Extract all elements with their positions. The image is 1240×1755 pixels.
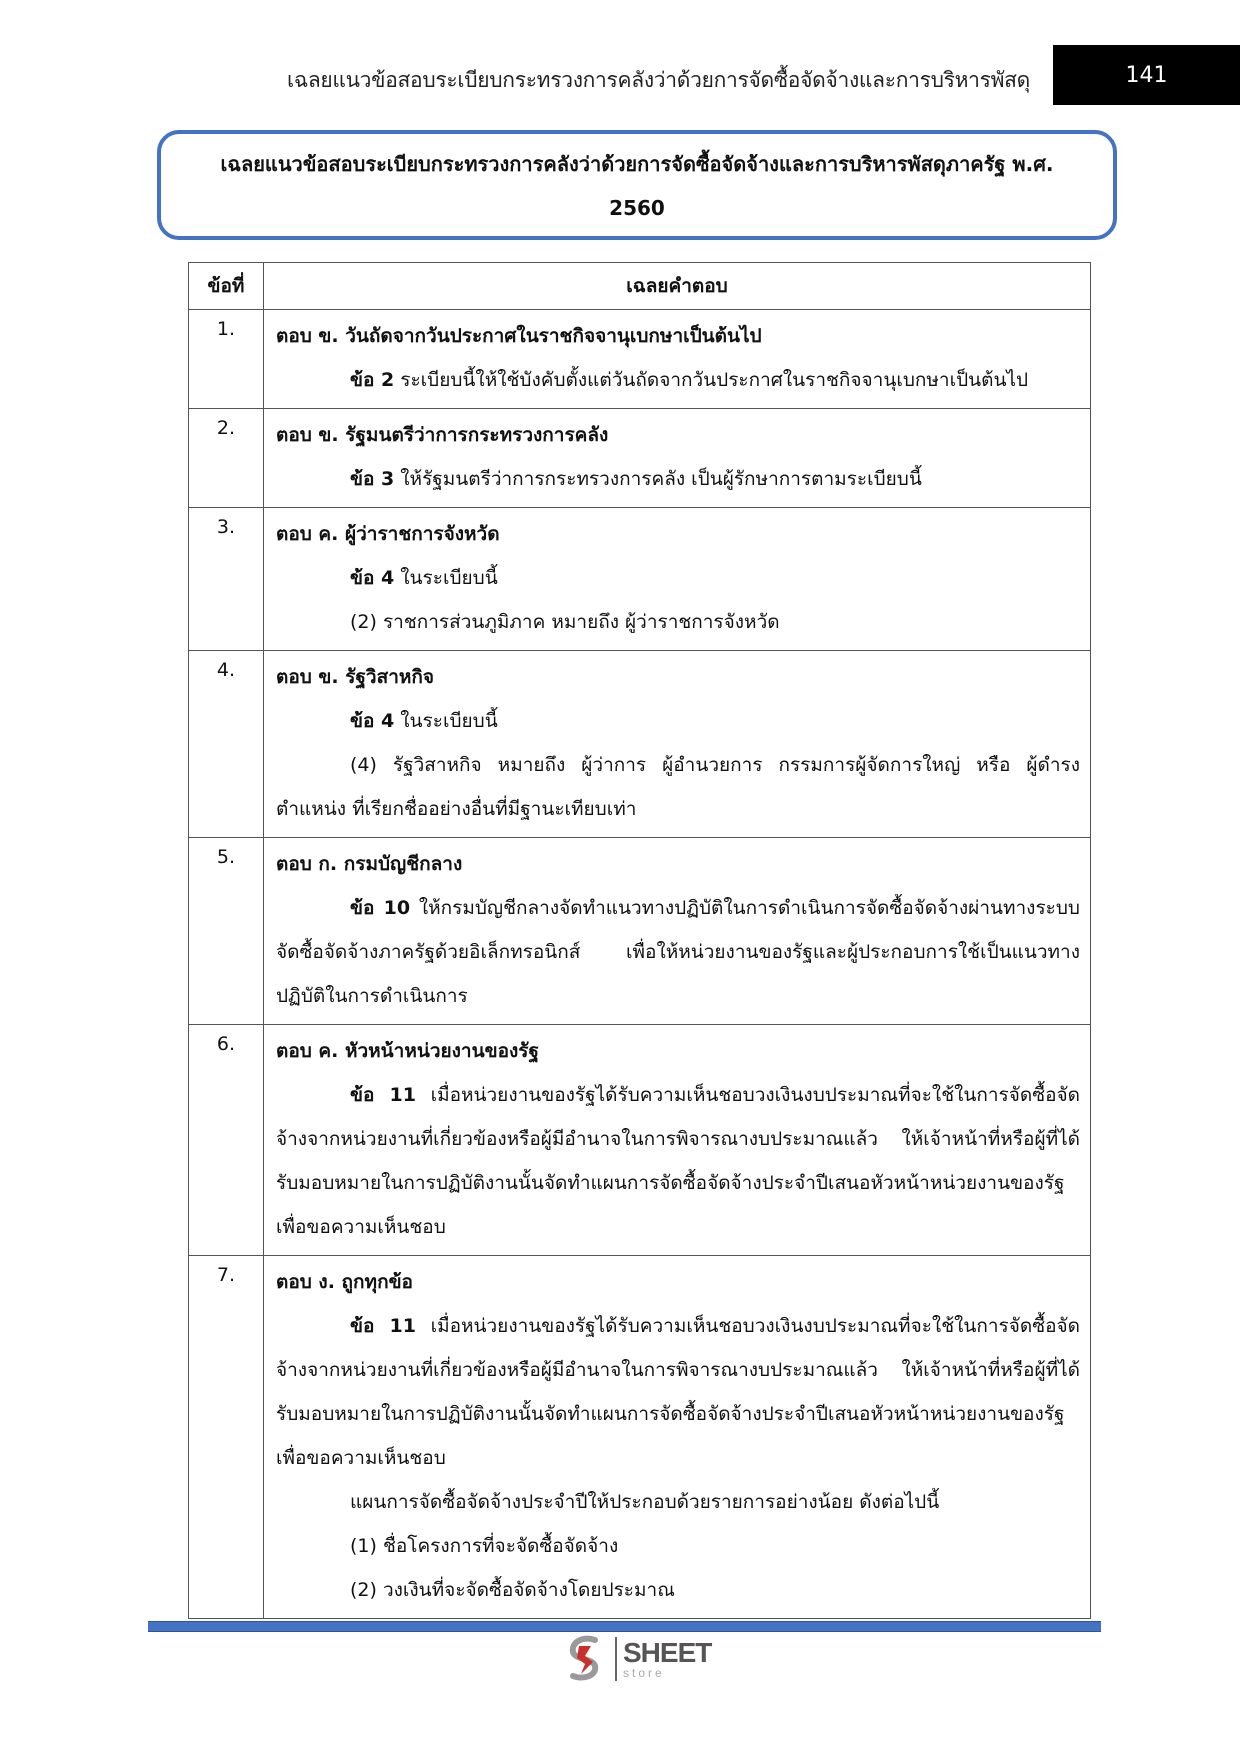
table-row bbox=[189, 508, 1091, 651]
row-number: 5. bbox=[189, 838, 264, 1025]
clause-label: ข้อ 11 bbox=[350, 1315, 416, 1337]
clause-paragraph bbox=[276, 1073, 1080, 1249]
logo-divider bbox=[615, 1637, 617, 1681]
row-answer-cell bbox=[264, 310, 1091, 409]
table-row bbox=[189, 838, 1091, 1025]
table-row bbox=[189, 651, 1091, 838]
row-answer-cell bbox=[264, 1025, 1091, 1256]
row-answer-cell bbox=[264, 651, 1091, 838]
clause-paragraph bbox=[276, 1304, 1080, 1480]
answer-table bbox=[188, 262, 1091, 1619]
table-row bbox=[189, 310, 1091, 409]
column-header-no: ข้อที่ bbox=[189, 263, 264, 310]
answer-line: ตอบ ง. ถูกทุกข้อ bbox=[276, 1271, 413, 1293]
plan-intro: แผนการจัดซื้อจัดจ้างประจำปีให้ประกอบด้วยรายการอย่างน้อย ดังต่อไปนี้ bbox=[350, 1491, 940, 1513]
table-row bbox=[189, 1256, 1091, 1619]
clause-text: เมื่อหน่วยงานของรัฐได้รับความเห็นชอบวงเงินงบประมาณที่จะใช้ในการจัดซื้อจัดจ้างจากหน่วยงานที่เกี่ยวข้องหรือผู้มีอำนาจในการพิจารณางบประมาณแล้ว ให้เจ้าหน้าที่หรือผู้ที่ได้รับมอบหมายในการปฏิบัติงานนั้นจัดทำแผนการจัดซื้อจัดจ้างประจำปีเสนอหัวหน้าหน่วยงานของรัฐเพื่อขอความเห็นชอบ bbox=[276, 1084, 1080, 1238]
row-answer-cell bbox=[264, 838, 1091, 1025]
row-number: 3. bbox=[189, 508, 264, 651]
clause-text: เมื่อหน่วยงานของรัฐได้รับความเห็นชอบวงเงินงบประมาณที่จะใช้ในการจัดซื้อจัดจ้างจากหน่วยงานที่เกี่ยวข้องหรือผู้มีอำนาจในการพิจารณางบประมาณแล้ว ให้เจ้าหน้าที่หรือผู้ที่ได้รับมอบหมายในการปฏิบัติงานนั้นจัดทำแผนการจัดซื้อจัดจ้างประจำปีเสนอหัวหน้าหน่วยงานของรัฐเพื่อขอความเห็นชอบ bbox=[276, 1315, 1080, 1469]
row-number: 7. bbox=[189, 1256, 264, 1619]
clause-text: ในระเบียบนี้ bbox=[394, 710, 498, 732]
sheet-store-logo bbox=[565, 1634, 711, 1684]
table-row bbox=[189, 1025, 1091, 1256]
table-row bbox=[189, 409, 1091, 508]
answer-line: ตอบ ข. วันถัดจากวันประกาศในราชกิจจานุเบกษาเป็นต้นไป bbox=[276, 325, 762, 347]
row-number: 6. bbox=[189, 1025, 264, 1256]
clause-paragraph bbox=[276, 457, 1080, 501]
title-line-2: 2560 bbox=[609, 196, 665, 220]
logo-brand-main: SHEET bbox=[623, 1637, 712, 1668]
row-number: 1. bbox=[189, 310, 264, 409]
answer-line: ตอบ ก. กรมบัญชีกลาง bbox=[276, 853, 463, 875]
clause-label: ข้อ 4 bbox=[350, 567, 395, 589]
clause-label: ข้อ 3 bbox=[350, 468, 395, 490]
row-answer-cell bbox=[264, 1256, 1091, 1619]
row-number: 4. bbox=[189, 651, 264, 838]
clause-label: ข้อ 4 bbox=[350, 710, 395, 732]
title-line-1: เฉลยแนวข้อสอบระเบียบกระทรวงการคลังว่าด้วยการจัดซื้อจัดจ้างและการบริหารพัสดุภาครัฐ พ.ศ. bbox=[220, 152, 1054, 176]
logo-brand-sub: store bbox=[623, 1666, 665, 1680]
clause-text: ระเบียบนี้ให้ใช้บังคับตั้งแต่วันถัดจากวันประกาศในราชกิจจานุเบกษาเป็นต้นไป bbox=[394, 369, 1029, 391]
answer-line: ตอบ ค. ผู้ว่าราชการจังหวัด bbox=[276, 523, 500, 545]
clause-detail: (4) รัฐวิสาหกิจ หมายถึง ผู้ว่าการ ผู้อำนวยการ กรรมการผู้จัดการใหญ่ หรือ ผู้ดำรงตำแหน่ง ที่เรียกชื่ออย่างอื่นที่มีฐานะเทียบเท่า bbox=[276, 754, 1080, 820]
plan-item-1: (1) ชื่อโครงการที่จะจัดซื้อจัดจ้าง bbox=[350, 1535, 619, 1557]
row-answer-cell bbox=[264, 508, 1091, 651]
answer-line: ตอบ ข. รัฐมนตรีว่าการกระทรวงการคลัง bbox=[276, 424, 609, 446]
running-header: เฉลยแนวข้อสอบระเบียบกระทรวงการคลังว่าด้วยการจัดซื้อจัดจ้างและการบริหารพัสดุ bbox=[286, 68, 1030, 92]
page-number: 141 bbox=[1053, 45, 1240, 105]
table-header-row bbox=[189, 263, 1091, 310]
title-box bbox=[157, 130, 1117, 240]
clause-paragraph bbox=[276, 886, 1080, 1018]
clause-paragraph bbox=[276, 699, 1080, 743]
clause-paragraph bbox=[276, 556, 1080, 600]
sheet-store-logo-icon bbox=[565, 1634, 609, 1684]
clause-text: ให้กรมบัญชีกลางจัดทำแนวทางปฏิบัติในการดำเนินการจัดซื้อจัดจ้างผ่านทางระบบจัดซื้อจัดจ้างภาครัฐด้วยอิเล็กทรอนิกส์ เพื่อให้หน่วยงานของรัฐและผู้ประกอบการใช้เป็นแนวทางปฏิบัติในการดำเนินการ bbox=[276, 897, 1080, 1007]
answer-line: ตอบ ข. รัฐวิสาหกิจ bbox=[276, 666, 435, 688]
row-answer-cell bbox=[264, 409, 1091, 508]
row-number: 2. bbox=[189, 409, 264, 508]
clause-label: ข้อ 11 bbox=[350, 1084, 416, 1106]
plan-item-2: (2) วงเงินที่จะจัดซื้อจัดจ้างโดยประมาณ bbox=[350, 1579, 675, 1601]
footer-divider-bar bbox=[148, 1621, 1101, 1632]
answer-line: ตอบ ค. หัวหน้าหน่วยงานของรัฐ bbox=[276, 1040, 539, 1062]
logo-text bbox=[623, 1639, 711, 1679]
clause-label: ข้อ 2 bbox=[350, 369, 395, 391]
clause-paragraph bbox=[276, 358, 1080, 402]
column-header-answer: เฉลยคำตอบ bbox=[264, 263, 1091, 310]
clause-label: ข้อ 10 bbox=[350, 897, 411, 919]
clause-detail: (2) ราชการส่วนภูมิภาค หมายถึง ผู้ว่าราชการจังหวัด bbox=[350, 611, 780, 633]
clause-text: ให้รัฐมนตรีว่าการกระทรวงการคลัง เป็นผู้รักษาการตามระเบียบนี้ bbox=[394, 468, 922, 490]
clause-text: ในระเบียบนี้ bbox=[394, 567, 498, 589]
